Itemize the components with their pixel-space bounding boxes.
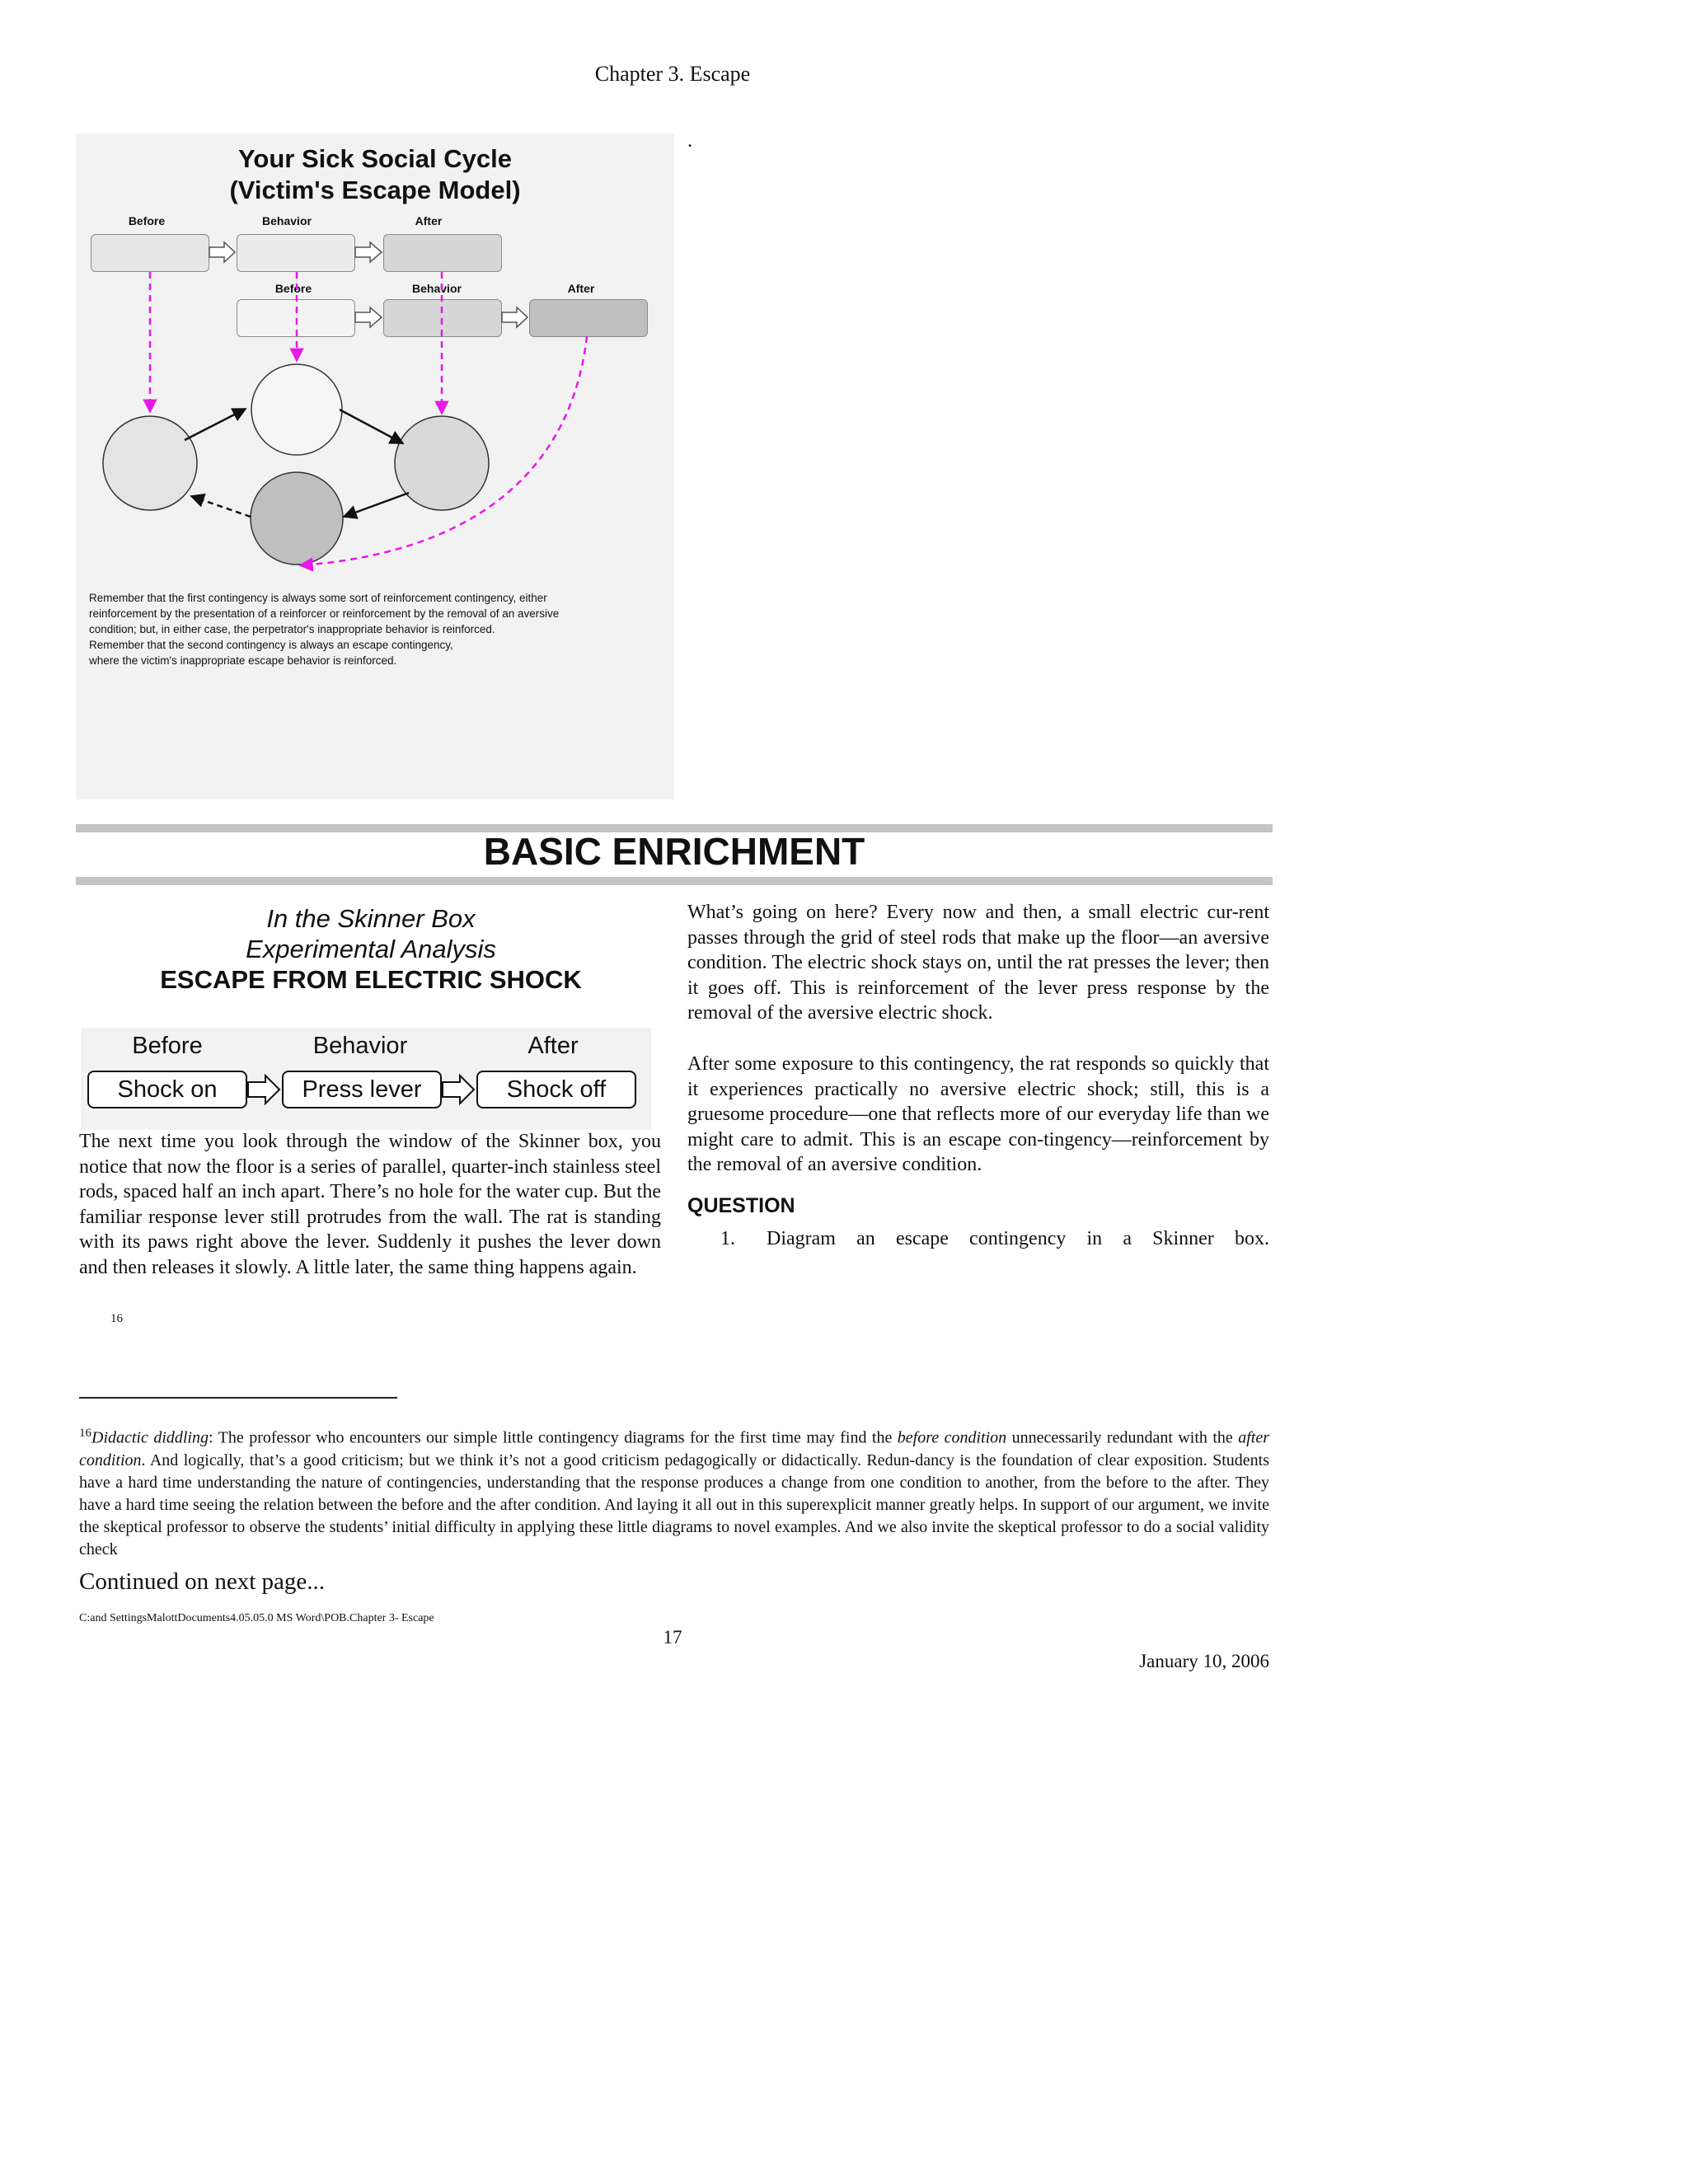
cycle-circle-bottom [251,472,343,565]
question-text [767,1228,1269,1250]
footnote-marker: 16 [110,1312,123,1325]
skinner-title-line3: ESCAPE FROM ELECTRIC SHOCK [160,965,582,994]
contingency-arrows [81,1028,651,1130]
cycle-circle-right [395,416,489,510]
footnote-text: unnecessarily redundant with the [1006,1428,1239,1447]
figure-title-line1: Your Sick Social Cycle [238,144,512,173]
row1-behavior-label: Behavior [262,214,312,227]
cycle-circle-top [251,364,342,455]
question-word: an [856,1228,875,1249]
row1-before-label: Before [128,214,166,227]
figure-note-line: where the victim's inappropriate escape behavior is reinforced. [89,654,397,667]
contingency-after-box: Shock off [476,1071,636,1108]
section-title: BASIC ENRICHMENT [483,830,865,873]
row2-behavior-label: Behavior [412,282,462,295]
question-word: in [1086,1228,1103,1249]
stray-mark: . [687,130,692,152]
footnote-text: : The professor who encounters our simple little contingency diagrams for the first time may find the [209,1428,898,1447]
contingency-behavior-box: Press lever [282,1071,442,1108]
question-word: Skinner [1152,1228,1214,1249]
question-word: box. [1234,1228,1269,1249]
footnote-number: 16 [79,1427,91,1440]
figure-note-line: Remember that the first contingency is always some sort of reinforcement contingency, either [89,592,547,604]
right-paragraph-1: What’s going on here? Every now and then, a small electric cur-rent passes through the grid of steel rods that make up the floor—an aversive condition. The electric shock stays on, until the rat presses the lever; then it goes off. This is reinforcement of the lever press response by the removal of the aversive electric shock. [687,902,1269,1024]
row2-after-label: After [567,282,595,295]
figure-note-line: reinforcement by the presentation of a reinforcer or reinforcement by the removal of an aversive [89,607,560,620]
footnote-text: . And logically, that’s a good criticism; but we think it’s not a good criticism pedagogically or didactically. Redun-dancy is the foundation of clear exposition. Students have a hard time understanding the nature of contingencies, understanding that the response produces a change from one condition to another, from the before to the after. They have a hard time seeing the relation between the before and the after condition. And laying it all out in this superexplicit manner greatly helps. In support of our argument, we invite the skeptical professor to observe the students’ initial difficulty in applying these little diagrams to novel examples. And we also invite the skeptical professor to do a social validity check [79,1451,1269,1558]
footnote-emphasis: after condition [79,1428,1270,1469]
skinner-title-line1: In the Skinner Box [266,904,476,933]
skinner-paragraph: The next time you look through the window of the Skinner box, you notice that now the floor is a series of parallel, quarter-inch stainless steel rods, spaced half an inch apart. There’s no hole for the water cup. But the familiar response lever still protrudes from the wall. The rat is standing with its paws right above the lever. Suddenly it pushes the lever down and then releases it slowly. A little later, the same thing happens again. [79,1131,661,1278]
contingency-before-box: Shock on [87,1071,247,1108]
section-rule-bottom [76,877,1273,885]
right-paragraph-2: After some exposure to this contingency, the rat responds so quickly that it experiences practically no aversive electric shock; still, this is a gruesome procedure—one that reflects more of our everyday life than we might care to admit. This is an escape con-tingency—reinforcement by the removal of an aversive condition. [687,1053,1269,1175]
question-word: Diagram [767,1228,836,1249]
row2-before-mark: . [294,302,298,314]
footnote-separator [79,1397,397,1399]
question-word: escape [895,1228,949,1249]
file-path: C:and SettingsMalottDocuments4.05.05.0 MS Word\POB.Chapter 3- Escape [79,1612,434,1624]
figure-note-line: Remember that the second contingency is always an escape contingency, [89,639,453,651]
skinner-title-line2: Experimental Analysis [246,935,496,963]
footnote-emphasis: before condition [897,1428,1007,1447]
hollow-arrow-icon [209,242,528,327]
page-number: 17 [663,1627,682,1647]
row1-after-label: After [415,214,443,227]
cycle-circle-left [103,416,197,510]
page-date: January 10, 2006 [1139,1651,1269,1671]
figure-note-line: condition; but, in either case, the perpetrator's inappropriate behavior is reinforced. [89,623,495,635]
continued-notice: Continued on next page... [79,1568,326,1595]
running-header: Chapter 3. Escape [594,62,751,86]
footnote-lead: Didactic diddling [91,1428,209,1447]
figure-title-line2: (Victim's Escape Model) [229,176,521,204]
question-word: contingency [969,1228,1067,1249]
figure-connectors [76,134,674,799]
hollow-arrow-icon [248,1076,474,1104]
sick-social-cycle-figure [76,134,674,799]
question-heading: QUESTION [687,1194,795,1217]
contingency-after-label: After [528,1033,579,1059]
contingency-behavior-label: Behavior [312,1033,408,1059]
footnote-16 [79,1422,1269,1561]
question-number: 1. [720,1228,735,1249]
escape-contingency-diagram [81,1028,651,1130]
question-word: a [1123,1228,1132,1249]
row2-before-label: Before [274,282,312,295]
contingency-before-label: Before [132,1033,203,1059]
